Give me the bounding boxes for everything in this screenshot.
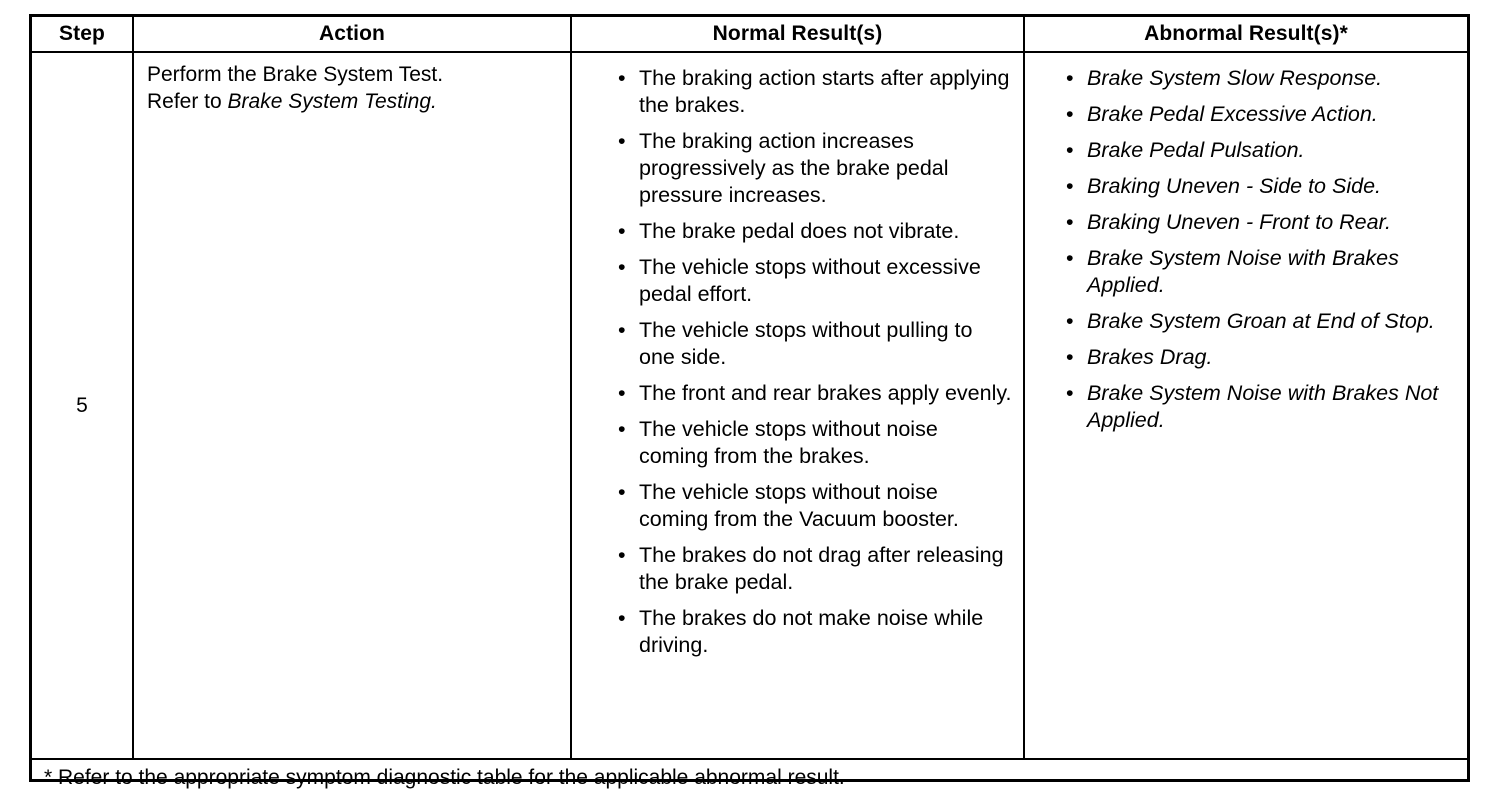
action-refer <box>147 88 560 115</box>
normal-result-item: • The vehicle stops without excessive pedal effort. <box>615 254 1013 308</box>
abnormal-result-link[interactable]: • Brake System Groan at End of Stop. <box>1063 308 1461 335</box>
normal-result-item: • The front and rear brakes apply evenly. <box>615 380 1013 407</box>
step-number: 5 <box>32 52 133 759</box>
normal-results-cell <box>571 52 1024 759</box>
abnormal-result-link[interactable]: • Brake System Noise with Brakes Not Applied. <box>1063 380 1461 434</box>
abnormal-results-cell <box>1024 52 1467 759</box>
diagnostic-table-frame <box>29 14 1470 789</box>
normal-result-item: • The braking action increases progressively as the brake pedal pressure increases. <box>615 128 1013 209</box>
header-abnormal-results: Abnormal Result(s)* <box>1024 17 1467 52</box>
abnormal-result-link[interactable]: • Brake Pedal Excessive Action. <box>1063 101 1461 128</box>
brake-system-testing-link[interactable]: Brake System Testing. <box>227 90 437 113</box>
action-instruction: Perform the Brake System Test. <box>147 63 444 86</box>
action-cell <box>133 52 571 759</box>
abnormal-result-link[interactable]: • Brake System Slow Response. <box>1063 65 1461 92</box>
normal-result-item: • The vehicle stops without pulling to one side. <box>615 317 1013 371</box>
normal-result-item: • The brake pedal does not vibrate. <box>615 218 1013 245</box>
normal-results-list <box>615 65 1013 659</box>
diagnostic-table <box>32 17 1467 795</box>
abnormal-result-link[interactable]: • Brakes Drag. <box>1063 344 1461 371</box>
normal-result-item: • The vehicle stops without noise coming from the brakes. <box>615 416 1013 470</box>
action-refer-prefix: Refer to <box>147 90 228 113</box>
abnormal-results-list <box>1063 65 1461 434</box>
normal-result-item: • The brakes do not drag after releasing the brake pedal. <box>615 542 1013 596</box>
normal-result-item: • The vehicle stops without noise coming from the Vacuum booster. <box>615 479 1013 533</box>
header-row <box>32 17 1467 52</box>
abnormal-result-link[interactable]: • Braking Uneven - Front to Rear. <box>1063 209 1461 236</box>
table-row <box>32 52 1467 759</box>
abnormal-result-link[interactable]: • Brake Pedal Pulsation. <box>1063 137 1461 164</box>
normal-result-item: • The braking action starts after applying the brakes. <box>615 65 1013 119</box>
abnormal-result-link[interactable]: • Brake System Noise with Brakes Applied. <box>1063 245 1461 299</box>
footnote: * Refer to the appropriate symptom diagnostic table for the applicable abnormal result. <box>32 759 1467 795</box>
header-step: Step <box>32 17 133 52</box>
abnormal-result-link[interactable]: • Braking Uneven - Side to Side. <box>1063 173 1461 200</box>
header-action: Action <box>133 17 571 52</box>
footnote-row <box>32 759 1467 795</box>
normal-result-item: • The brakes do not make noise while driving. <box>615 605 1013 659</box>
header-normal-results: Normal Result(s) <box>571 17 1024 52</box>
